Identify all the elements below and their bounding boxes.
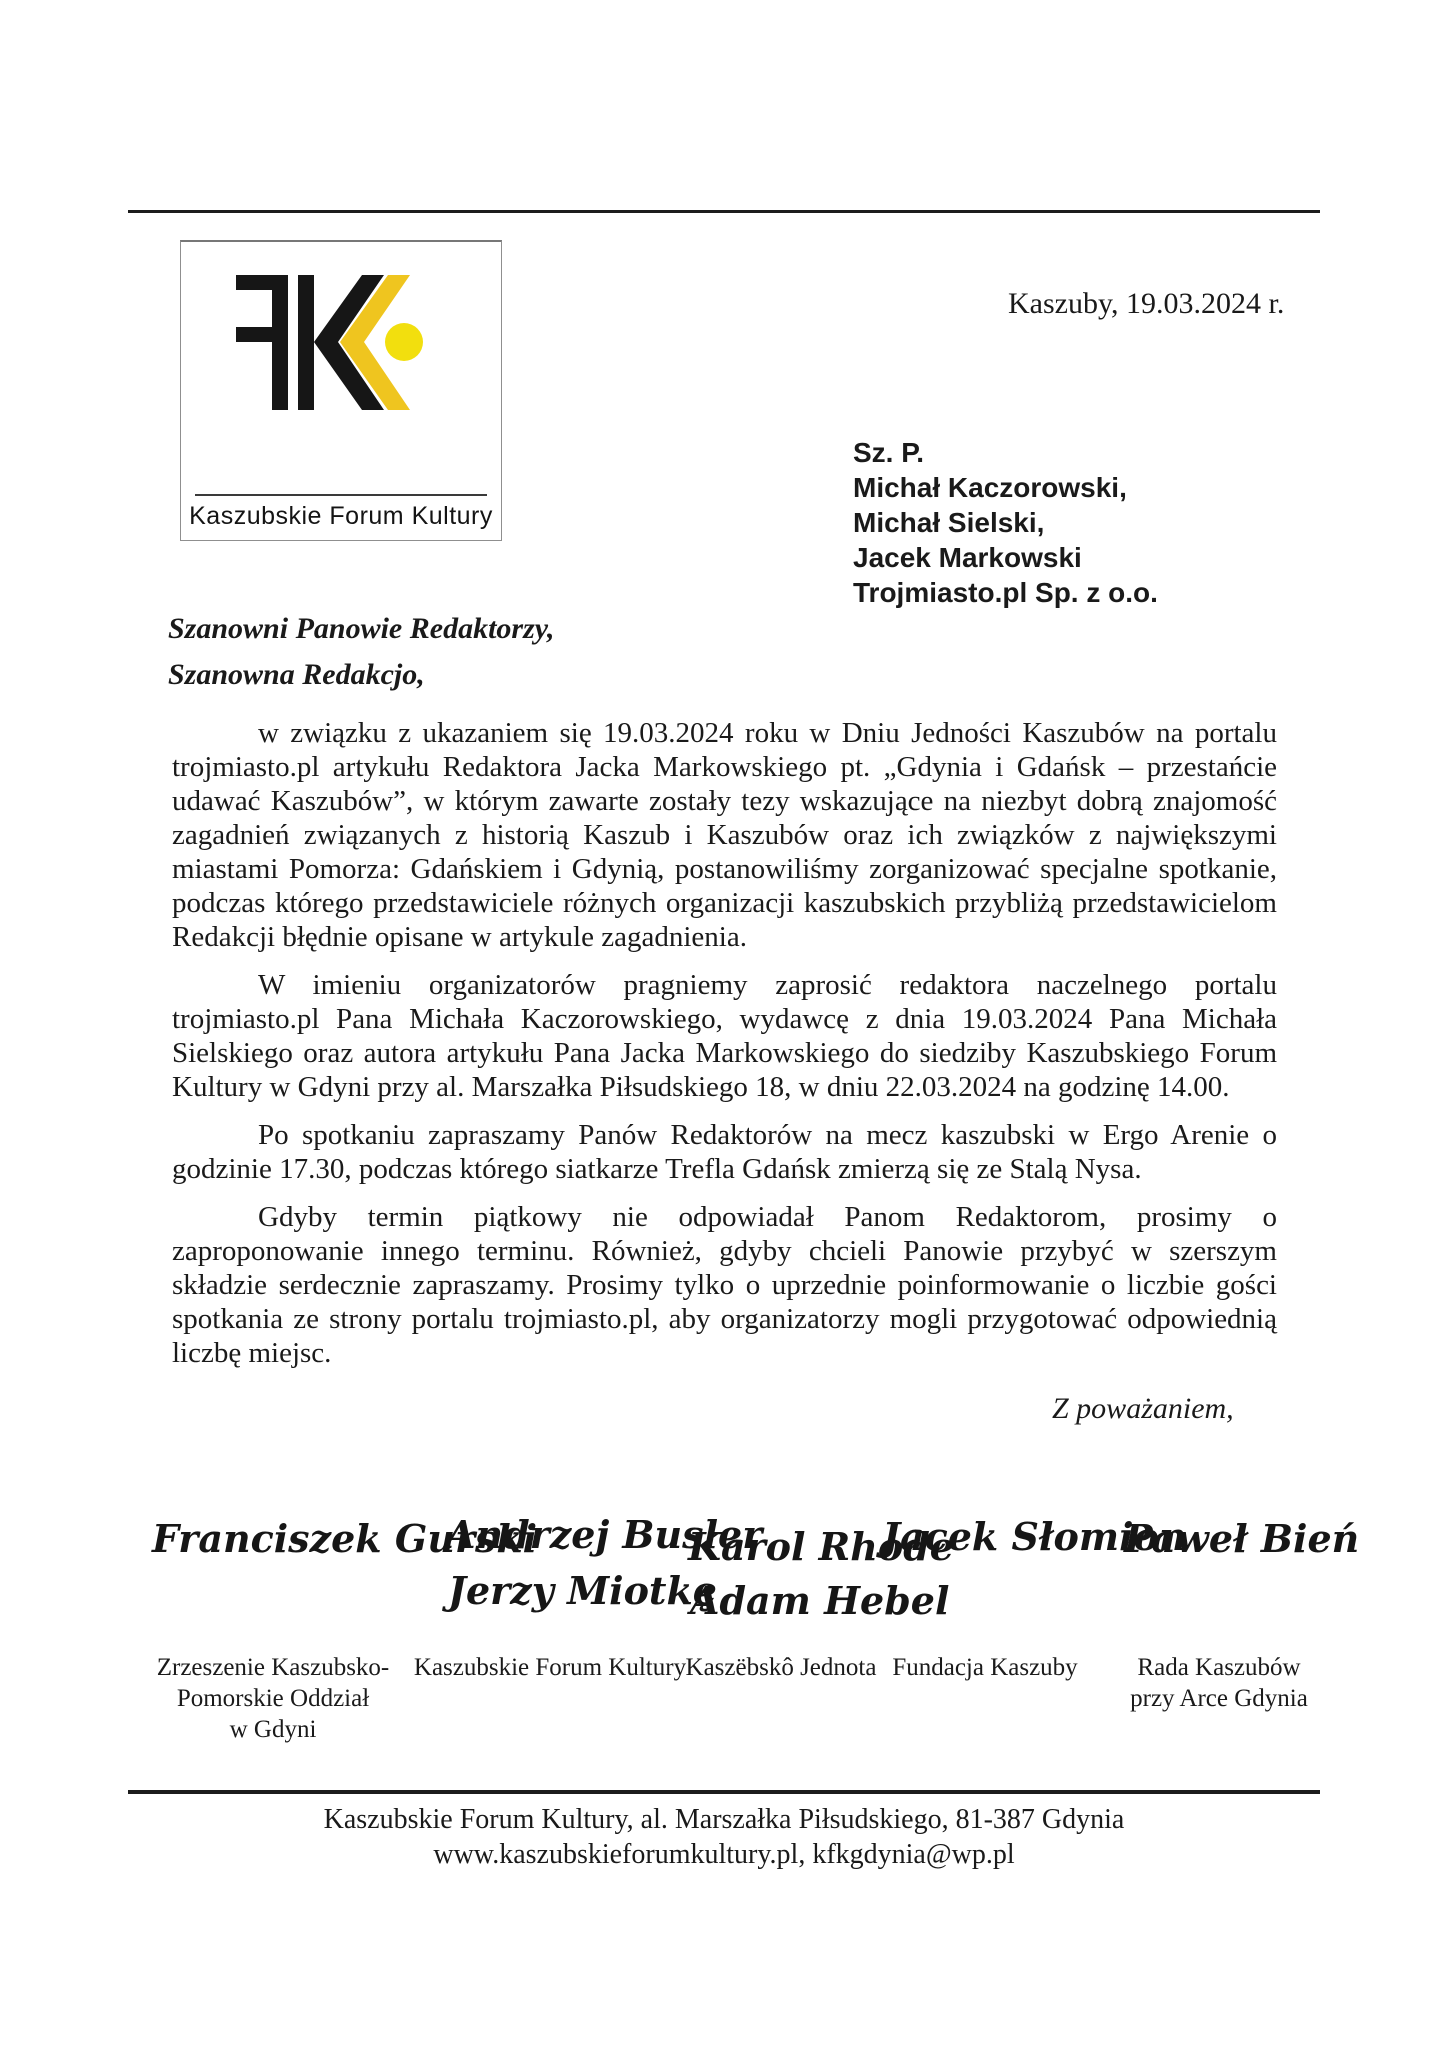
org-line: Pomorskie Oddział <box>176 1685 370 1712</box>
signature-adam-hebel: Adam Hebel <box>690 1578 950 1623</box>
signature-jacek-slomion: Jacek Słomion <box>882 1514 1187 1559</box>
footer-divider-line <box>128 1790 1320 1794</box>
paragraph-4: Gdyby termin piątkowy nie odpowiadał Panom Redaktorom, prosimy o zaproponowanie innego terminu. Również, gdyby chcieli Panowie przybyć w szerszym składzie serdecznie zapraszamy. Prosimy tylko o uprzednie poinformowanie o liczbie gości spotkania ze strony portalu trojmiasto.pl, aby organizatorzy mogli przygotować odpowiednią liczbę miejsc. <box>172 1201 1277 1369</box>
org-zrzeszenie-kaszubsko-pomorskie <box>133 1652 413 1745</box>
footer-web-email: www.kaszubskieforumkultury.pl, kfkgdynia@wp.pl <box>433 1839 1015 1870</box>
salutation-line: Szanowni Panowie Redaktorzy, <box>168 612 555 645</box>
org-line: Fundacja Kaszuby <box>892 1654 1078 1681</box>
footer-address: Kaszubskie Forum Kultury, al. Marszałka Piłsudskiego, 81-387 Gdynia <box>323 1804 1125 1835</box>
closing-phrase: Z poważaniem, <box>1052 1392 1234 1425</box>
recipient-line: Michał Sielski, <box>853 507 1045 538</box>
letter-body <box>172 716 1277 1384</box>
recipient-line: Jacek Markowski <box>853 542 1082 573</box>
kfk-logo-mark-icon <box>236 275 436 410</box>
org-line: Kaszëbskô Jednota <box>685 1654 877 1681</box>
recipient-line: Trojmiasto.pl Sp. z o.o. <box>853 577 1158 608</box>
logo-divider-line <box>195 494 487 496</box>
salutation-line: Szanowna Redakcjo, <box>168 658 425 691</box>
paragraph-1: w związku z ukazaniem się 19.03.2024 roku w Dniu Jedności Kaszubów na portalu trojmiasto.pl artykułu Redaktora Jacka Markowskiego pt. „Gdynia i Gdańsk – przestańcie udawać Kaszubów”, w którym zawarte zostały tezy wskazujące na niezbyt dobrą znajomość zagadnień związanych z historią Kaszub i Kaszubów oraz ich związków z największymi miastami Pomorza: Gdańskiem i Gdynią, postanowiliśmy zorganizować specjalne spotkanie, podczas którego przedstawiciele różnych organizacji kaszubskich przybliżą przedstawicielom Redakcji błędnie opisane w artykule zagadnienia. <box>172 717 1277 953</box>
paragraph-3: Po spotkaniu zapraszamy Panów Redaktorów na mecz kaszubski w Ergo Arenie o godzinie 17.30, podczas którego siatkarze Trefla Gdańsk zmierzą się ze Stalą Nysa. <box>172 1119 1277 1185</box>
signature-franciszek-gurski: Franciszek Gurski <box>152 1516 538 1561</box>
signature-andrzej-busler: Andrzej Busler <box>446 1512 763 1557</box>
signature-jerzy-miotke: Jerzy Miotkę <box>448 1568 717 1613</box>
salutation-block <box>168 606 554 698</box>
paragraph-2: W imieniu organizatorów pragniemy zaprosić redaktora naczelnego portalu trojmiasto.pl Pana Michała Kaczorowskiego, wydawcę z dnia 19.03.2024 Pana Michała Sielskiego oraz autora artykułu Pana Jacka Markowskiego do siedziby Kaszubskiego Forum Kultury w Gdyni przy al. Marszałka Piłsudskiego 18, w dniu 22.03.2024 na godzinę 14.00. <box>172 969 1277 1103</box>
kfk-logo <box>180 240 502 541</box>
signature-pawel-bien: Paweł Bień <box>1124 1516 1360 1561</box>
org-rada-kaszubow <box>1079 1652 1359 1714</box>
logo-yellow-dot <box>385 323 423 361</box>
letter-date: Kaszuby, 19.03.2024 r. <box>1008 287 1285 320</box>
footer-contact-block <box>0 1802 1448 1872</box>
org-line: Rada Kaszubów <box>1137 1654 1301 1681</box>
org-line: Zrzeszenie Kaszubsko- <box>156 1654 390 1681</box>
recipient-line: Michał Kaczorowski, <box>853 472 1127 503</box>
org-line: Kaszubskie Forum Kultury <box>413 1654 687 1681</box>
signature-karol-rhode: Karol Rhode <box>688 1524 954 1569</box>
top-divider-line <box>128 210 1320 213</box>
logo-caption: Kaszubskie Forum Kultury <box>189 502 493 530</box>
recipient-block <box>853 435 1158 610</box>
recipient-line: Sz. P. <box>853 437 925 468</box>
org-line: w Gdyni <box>229 1716 317 1743</box>
org-line: przy Arce Gdynia <box>1130 1685 1308 1712</box>
